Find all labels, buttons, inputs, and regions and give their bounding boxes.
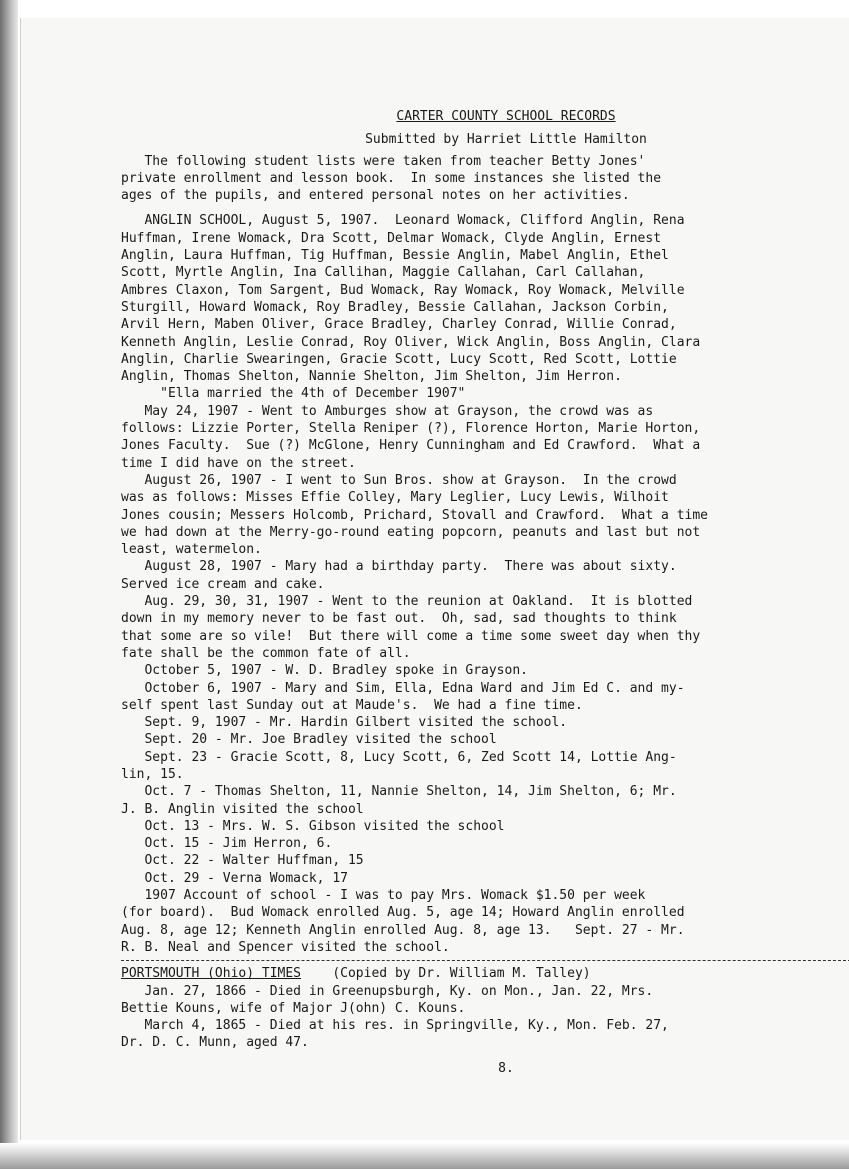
text-line: Oct. 13 - Mrs. W. S. Gibson visited the school [121,818,505,834]
text-line: J. B. Anglin visited the school [121,801,364,817]
text-line: Jones cousin; Messers Holcomb, Prichard, Stovall and Crawford. What a time [121,507,708,523]
text-line: May 24, 1907 - Went to Amburges show at Grayson, the crowd was as [121,403,654,419]
text-line: (for board). Bud Womack enrolled Aug. 5, age 14; Howard Anglin enrolled [121,905,685,921]
document-page [20,18,849,1140]
text-line: Huffman, Irene Womack, Dra Scott, Delmar Womack, Clyde Anglin, Ernest [121,230,662,246]
text-line: Aug. 29, 30, 31, 1907 - Went to the reunion at Oakland. It is blotted [121,594,693,610]
text-line: Oct. 29 - Verna Womack, 17 [121,870,348,886]
text-line: Anglin, Charlie Swearingen, Gracie Scott, Lucy Scott, Red Scott, Lottie [121,351,677,367]
text-line: October 6, 1907 - Mary and Sim, Ella, Edna Ward and Jim Ed C. and my- [121,680,685,696]
text-line: least, watermelon. [121,542,262,558]
text-line: self spent last Sunday out at Maude's. We had a fine time. [121,697,583,713]
text-line: lin, 15. [121,766,184,782]
text-line: ANGLIN SCHOOL, August 5, 1907. Leonard Womack, Clifford Anglin, Rena [121,213,685,229]
portsmouth-text [121,983,849,1052]
text-line: August 28, 1907 - Mary had a birthday party. There was about sixty. [121,559,677,575]
text-line: Aug. 8, age 12; Kenneth Anglin enrolled Aug. 8, age 13. Sept. 27 - Mr. [121,922,685,938]
text-line: down in my memory never to be fast out. Oh, sad, sad thoughts to think [121,611,677,627]
portsmouth-credit: (Copied by Dr. William M. Talley) [332,966,591,982]
document-content [121,108,849,1077]
text-line: Ambres Claxon, Tom Sargent, Bud Womack, Ray Womack, Roy Womack, Melville [121,282,685,298]
section-divider [121,960,849,961]
text-line: we had down at the Merry-go-round eating popcorn, peanuts and last but not [121,524,701,540]
text-line: ages of the pupils, and entered personal notes on her activities. [121,188,630,204]
text-line: Anglin, Thomas Shelton, Nannie Shelton, Jim Shelton, Jim Herron. [121,369,622,385]
text-line: Sturgill, Howard Womack, Roy Bradley, Bessie Callahan, Jackson Corbin, [121,299,669,315]
text-line: time I did have on the street. [121,455,356,471]
text-line: fate shall be the common fate of all. [121,645,411,661]
text-line: that some are so vile! But there will come a time some sweet day when thy [121,628,701,644]
text-line: "Ella married the 4th of December 1907" [121,386,466,402]
text-line: R. B. Neal and Spencer visited the school. [121,939,450,955]
text-line: Sept. 9, 1907 - Mr. Hardin Gilbert visited the school. [121,715,568,731]
text-line: Bettie Kouns, wife of Major J(ohn) C. Kouns. [121,1000,466,1016]
document-title: CARTER COUNTY SCHOOL RECORDS [396,109,616,124]
text-line: Sept. 20 - Mr. Joe Bradley visited the school [121,732,497,748]
document-subtitle: Submitted by Harriet Little Hamilton [365,132,647,148]
text-line: October 5, 1907 - W. D. Bradley spoke in Grayson. [121,663,528,679]
body-text [121,153,849,957]
text-line: was as follows: Misses Effie Colley, Mary Leglier, Lucy Lewis, Wilhoit [121,490,669,506]
scan-edge-shadow [0,0,18,1169]
text-line: Oct. 15 - Jim Herron, 6. [121,836,333,852]
text-line: Scott, Myrtle Anglin, Ina Callihan, Maggie Callahan, Carl Callahan, [121,265,646,281]
text-line: Anglin, Laura Huffman, Tig Huffman, Bessie Anglin, Mabel Anglin, Ethel [121,248,669,264]
portsmouth-heading: PORTSMOUTH (Ohio) TIMES [121,966,302,982]
text-line: Oct. 7 - Thomas Shelton, 11, Nannie Shelton, 14, Jim Shelton, 6; Mr. [121,784,677,800]
text-line: 1907 Account of school - I was to pay Mrs. Womack $1.50 per week [121,888,646,904]
page-number: 8. [498,1060,514,1076]
text-line: Jones Faculty. Sue (?) McGlone, Henry Cunningham and Ed Crawford. What a [121,438,701,454]
text-line: Kenneth Anglin, Leslie Conrad, Roy Oliver, Wick Anglin, Boss Anglin, Clara [121,334,701,350]
text-line: Oct. 22 - Walter Huffman, 15 [121,853,364,869]
scan-bottom-edge [0,1143,849,1169]
text-line [121,204,849,212]
text-line: private enrollment and lesson book. In some instances she listed the [121,170,662,186]
text-line: Dr. D. C. Munn, aged 47. [121,1035,309,1051]
text-line: Arvil Hern, Maben Oliver, Grace Bradley, Charley Conrad, Willie Conrad, [121,317,677,333]
text-line: follows: Lizzie Porter, Stella Reniper (?), Florence Horton, Marie Horton, [121,421,701,437]
text-line: Served ice cream and cake. [121,576,325,592]
portsmouth-header [121,965,849,982]
text-line: Jan. 27, 1866 - Died in Greenupsburgh, Ky. on Mon., Jan. 22, Mrs. [121,983,654,999]
text-line: The following student lists were taken from teacher Betty Jones' [121,153,646,169]
text-line: Sept. 23 - Gracie Scott, 8, Lucy Scott, 6, Zed Scott 14, Lottie Ang- [121,749,677,765]
text-line: August 26, 1907 - I went to Sun Bros. show at Grayson. In the crowd [121,472,677,488]
text-line: March 4, 1865 - Died at his res. in Springville, Ky., Mon. Feb. 27, [121,1018,669,1034]
